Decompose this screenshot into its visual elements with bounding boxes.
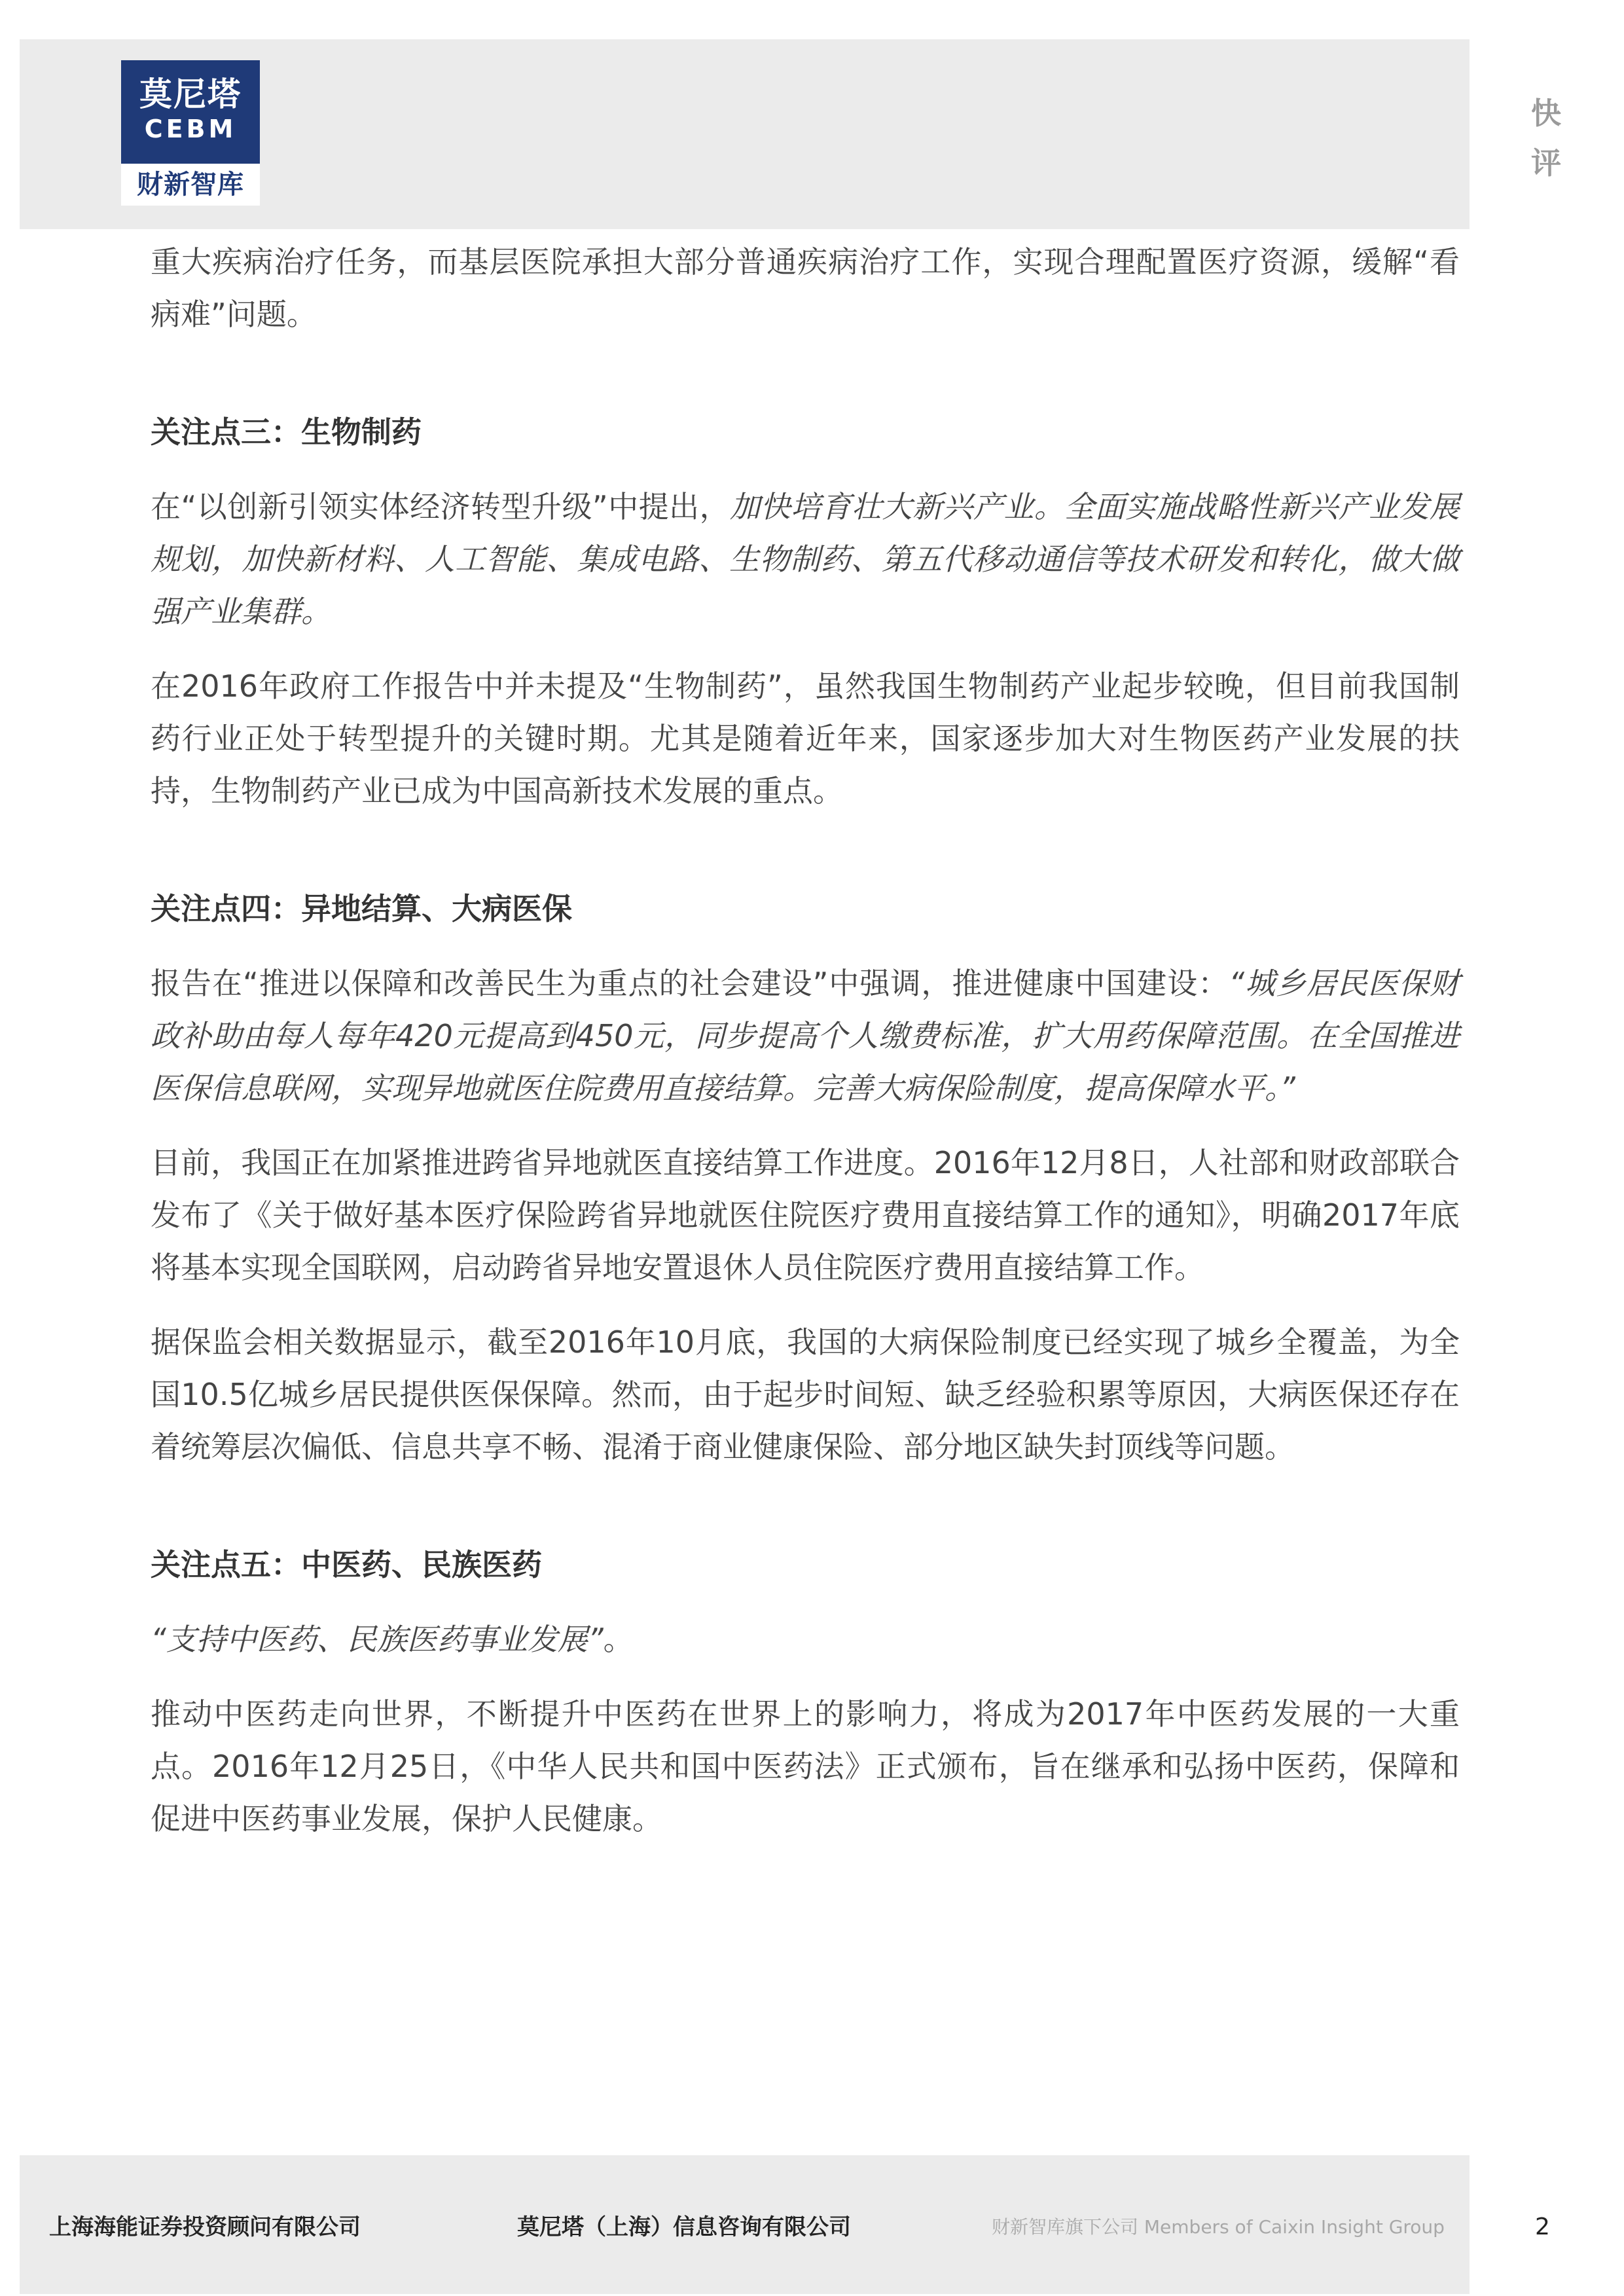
- section-3-paragraph-1: [151, 481, 1460, 638]
- section-3-paragraph-2: 在2016年政府工作报告中并未提及“生物制药”，虽然我国生物制药产业起步较晚，但目前我国制药行业正处于转型提升的关键时期。尤其是随着近年来，国家逐步加大对生物医药产业发展的扶持，生物制药产业已成为中国高新技术发展的重点。: [151, 668, 1460, 809]
- section-3-title: 关注点三：生物制药: [151, 414, 422, 450]
- section-3-p1-quote: 加快培育壮大新兴产业。全面实施战略性新兴产业发展规划，加快新材料、人工智能、集成电路、生物制药、第五代移动通信等技术研发和转化，做大做强产业集群。: [151, 489, 1460, 629]
- footer-company-left: 上海海能证券投资顾问有限公司: [49, 2214, 361, 2240]
- report-type-char-2: 评: [1531, 145, 1561, 181]
- article-body: [151, 236, 1460, 1867]
- logo-subtitle: 财新智库: [121, 164, 260, 206]
- section-4-p1-text: 报告在“推进以保障和改善民生为重点的社会建设”中强调，推进健康中国建设：: [151, 966, 1229, 1001]
- report-type-tag: [1526, 88, 1566, 188]
- section-4-paragraph-1: [151, 957, 1460, 1114]
- report-type-char-1: 快: [1531, 96, 1561, 131]
- intro-paragraph: 重大疾病治疗任务，而基层医院承担大部分普通疾病治疗工作，实现合理配置医疗资源，缓解“看病难”问题。: [151, 244, 1460, 332]
- section-5-title: 关注点五：中医药、民族医药: [151, 1547, 542, 1582]
- section-5-paragraph-1: [151, 1613, 1460, 1666]
- cebm-logo: [121, 60, 260, 206]
- section-4-paragraph-3: 据保监会相关数据显示，截至2016年10月底，我国的大病保险制度已经实现了城乡全覆盖，为全国10.5亿城乡居民提供医保保障。然而，由于起步时间短、缺乏经验积累等原因，大病医保还存在着统筹层次偏低、信息共享不畅、混淆于商业健康保险、部分地区缺失封顶线等问题。: [151, 1324, 1460, 1465]
- section-4-title: 关注点四：异地结算、大病医保: [151, 891, 572, 926]
- page-number: 2: [1535, 2214, 1550, 2240]
- section-4-paragraph-2: 目前，我国正在加紧推进跨省异地就医直接结算工作进度。2016年12月8日，人社部和财政部联合发布了《关于做好基本医疗保险跨省异地就医住院医疗费用直接结算工作的通知》，明确2017年底将基本实现全国联网，启动跨省异地安置退休人员住院医疗费用直接结算工作。: [151, 1145, 1460, 1285]
- logo-english-name: CEBM: [144, 115, 237, 143]
- section-5-p1-quote: “支持中医药、民族医药事业发展”: [151, 1622, 604, 1657]
- logo-top-block: [121, 60, 260, 164]
- section-3-p1-text: 在“以创新引领实体经济转型升级”中提出，: [151, 489, 731, 524]
- section-5-paragraph-2: 推动中医药走向世界，不断提升中医药在世界上的影响力，将成为2017年中医药发展的一大重点。2016年12月25日，《中华人民共和国中医药法》正式颁布，旨在继承和弘扬中医药，保障和促进中医药事业发展，保护人民健康。: [151, 1696, 1460, 1836]
- footer-tagline: 财新智库旗下公司 Members of Caixin Insight Group: [992, 2216, 1445, 2238]
- section-4-p1-quote: “城乡居民医保财政补助由每人每年420元提高到450元，同步提高个人缴费标准，扩大用药保障范围。在全国推进医保信息联网，实现异地就医住院费用直接结算。完善大病保险制度，提高保障水平。”: [151, 966, 1460, 1106]
- logo-chinese-name: 莫尼塔: [139, 75, 242, 113]
- footer-company-middle: 莫尼塔（上海）信息咨询有限公司: [517, 2214, 851, 2240]
- section-5-p1-end: 。: [603, 1622, 634, 1657]
